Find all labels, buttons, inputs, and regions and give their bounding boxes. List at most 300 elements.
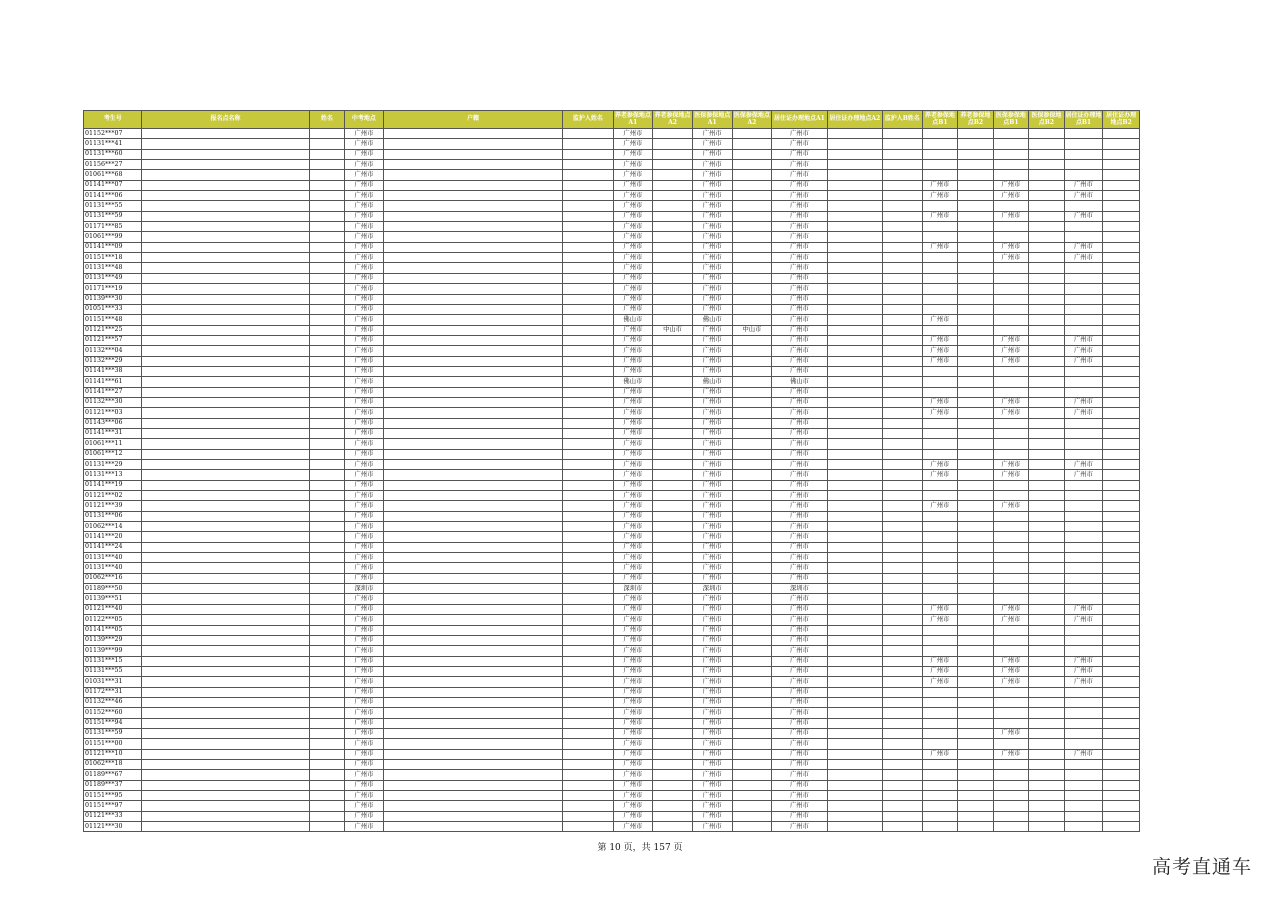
- table-cell: [142, 191, 309, 201]
- table-cell: 01061***68: [84, 170, 142, 180]
- table-cell: [922, 273, 958, 283]
- table-cell: [958, 201, 994, 211]
- table-cell: [383, 522, 563, 532]
- table-cell: [142, 749, 309, 759]
- table-cell: 广州市: [692, 635, 732, 645]
- table-cell: [563, 377, 613, 387]
- table-cell: [1103, 625, 1140, 635]
- table-cell: [922, 511, 958, 521]
- table-cell: [958, 501, 994, 511]
- table-cell: 广州市: [772, 656, 827, 666]
- table-cell: 01156***27: [84, 160, 142, 170]
- table-cell: 广州市: [345, 263, 384, 273]
- table-cell: [1029, 460, 1065, 470]
- table-cell: [309, 780, 345, 790]
- table-cell: [309, 439, 345, 449]
- table-cell: 01051***33: [84, 304, 142, 314]
- table-cell: [958, 666, 994, 676]
- table-cell: [1064, 718, 1103, 728]
- table-cell: [1064, 325, 1103, 335]
- table-cell: 广州市: [772, 687, 827, 697]
- table-cell: [1029, 656, 1065, 666]
- table-cell: [653, 201, 693, 211]
- table-cell: [922, 728, 958, 738]
- table-cell: [827, 594, 882, 604]
- table-cell: [1064, 273, 1103, 283]
- table-cell: [653, 511, 693, 521]
- table-cell: [309, 646, 345, 656]
- table-cell: [882, 191, 922, 201]
- table-cell: [1029, 366, 1065, 376]
- table-cell: 01131***60: [84, 149, 142, 159]
- table-cell: [309, 387, 345, 397]
- table-cell: [563, 470, 613, 480]
- table-cell: 广州市: [692, 501, 732, 511]
- table-cell: [383, 149, 563, 159]
- table-cell: [732, 718, 772, 728]
- table-cell: 广州市: [772, 563, 827, 573]
- table-cell: 广州市: [613, 801, 653, 811]
- table-cell: 广州市: [772, 604, 827, 614]
- table-cell: [827, 460, 882, 470]
- table-cell: [653, 553, 693, 563]
- table-row: [84, 397, 1140, 407]
- table-cell: 广州市: [772, 439, 827, 449]
- table-cell: [922, 522, 958, 532]
- table-cell: [732, 294, 772, 304]
- table-cell: [827, 346, 882, 356]
- table-cell: [827, 666, 882, 676]
- table-cell: [732, 397, 772, 407]
- table-cell: [922, 822, 958, 832]
- table-cell: 广州市: [692, 428, 732, 438]
- table-cell: [882, 687, 922, 697]
- table-cell: [922, 294, 958, 304]
- table-cell: [732, 522, 772, 532]
- table-cell: 广州市: [345, 522, 384, 532]
- table-row: [84, 718, 1140, 728]
- table-cell: [882, 594, 922, 604]
- table-cell: [1103, 759, 1140, 769]
- table-row: [84, 532, 1140, 542]
- table-row: [84, 160, 1140, 170]
- table-cell: 广州市: [345, 211, 384, 221]
- table-cell: 广州市: [1064, 615, 1103, 625]
- table-cell: [1103, 677, 1140, 687]
- table-cell: [142, 325, 309, 335]
- table-cell: [732, 604, 772, 614]
- table-cell: 广州市: [345, 428, 384, 438]
- table-cell: [142, 811, 309, 821]
- table-cell: [563, 542, 613, 552]
- table-cell: [309, 563, 345, 573]
- table-cell: 01189***37: [84, 780, 142, 790]
- table-cell: 广州市: [692, 356, 732, 366]
- table-cell: 广州市: [772, 170, 827, 180]
- table-cell: 广州市: [1064, 408, 1103, 418]
- table-cell: [142, 501, 309, 511]
- table-cell: [958, 625, 994, 635]
- table-cell: [958, 584, 994, 594]
- column-header: 医保参保地点B1: [993, 111, 1029, 129]
- table-cell: [732, 770, 772, 780]
- table-cell: 广州市: [772, 315, 827, 325]
- table-cell: 01062***18: [84, 759, 142, 769]
- table-cell: [732, 428, 772, 438]
- table-cell: 广州市: [613, 273, 653, 283]
- table-cell: [309, 460, 345, 470]
- table-cell: [383, 170, 563, 180]
- table-cell: [958, 377, 994, 387]
- table-cell: [993, 697, 1029, 707]
- table-cell: [1064, 263, 1103, 273]
- table-cell: 广州市: [993, 604, 1029, 614]
- table-row: [84, 615, 1140, 625]
- table-cell: [309, 294, 345, 304]
- table-row: [84, 656, 1140, 666]
- table-cell: [309, 346, 345, 356]
- table-cell: [1103, 615, 1140, 625]
- table-cell: [827, 201, 882, 211]
- table-cell: 广州市: [345, 822, 384, 832]
- table-cell: [1103, 139, 1140, 149]
- table-cell: [563, 335, 613, 345]
- table-cell: 01122***05: [84, 615, 142, 625]
- table-cell: [653, 584, 693, 594]
- table-cell: 广州市: [1064, 470, 1103, 480]
- table-cell: [1103, 718, 1140, 728]
- table-cell: [309, 511, 345, 521]
- table-cell: [1029, 139, 1065, 149]
- table-cell: [563, 242, 613, 252]
- table-cell: [922, 387, 958, 397]
- table-cell: 广州市: [772, 211, 827, 221]
- table-cell: [827, 770, 882, 780]
- table-cell: 广州市: [613, 811, 653, 821]
- table-cell: [653, 191, 693, 201]
- table-cell: 广州市: [772, 449, 827, 459]
- table-cell: 01132***29: [84, 356, 142, 366]
- table-cell: [922, 635, 958, 645]
- table-cell: 广州市: [692, 387, 732, 397]
- table-cell: [1029, 728, 1065, 738]
- table-cell: [732, 697, 772, 707]
- table-cell: [882, 356, 922, 366]
- table-cell: [563, 180, 613, 190]
- table-cell: [142, 242, 309, 252]
- table-cell: [563, 718, 613, 728]
- table-cell: [563, 418, 613, 428]
- table-cell: 广州市: [345, 666, 384, 676]
- table-cell: [882, 253, 922, 263]
- table-cell: [563, 687, 613, 697]
- table-cell: [563, 553, 613, 563]
- table-cell: [1029, 635, 1065, 645]
- table-cell: [993, 480, 1029, 490]
- table-cell: [1103, 501, 1140, 511]
- table-cell: [958, 718, 994, 728]
- table-cell: [1103, 491, 1140, 501]
- table-cell: 01141***19: [84, 480, 142, 490]
- table-cell: 广州市: [345, 532, 384, 542]
- table-cell: [653, 718, 693, 728]
- table-cell: 广州市: [613, 522, 653, 532]
- table-cell: [383, 811, 563, 821]
- table-row: [84, 759, 1140, 769]
- table-cell: [1029, 439, 1065, 449]
- table-cell: 01121***10: [84, 749, 142, 759]
- table-cell: [142, 625, 309, 635]
- table-cell: [732, 728, 772, 738]
- table-cell: [1103, 646, 1140, 656]
- table-cell: [383, 573, 563, 583]
- table-cell: [958, 335, 994, 345]
- table-cell: 广州市: [613, 677, 653, 687]
- table-row: [84, 573, 1140, 583]
- table-row: [84, 811, 1140, 821]
- table-cell: 广州市: [922, 470, 958, 480]
- table-cell: 广州市: [922, 242, 958, 252]
- table-cell: 01121***40: [84, 604, 142, 614]
- table-cell: 广州市: [993, 677, 1029, 687]
- table-cell: [383, 480, 563, 490]
- table-cell: [383, 284, 563, 294]
- table-cell: [827, 356, 882, 366]
- table-cell: [882, 791, 922, 801]
- table-cell: 广州市: [692, 780, 732, 790]
- table-cell: [563, 460, 613, 470]
- table-row: [84, 366, 1140, 376]
- table-cell: [1103, 697, 1140, 707]
- table-cell: 广州市: [692, 418, 732, 428]
- table-cell: [383, 791, 563, 801]
- table-cell: [958, 822, 994, 832]
- table-cell: 广州市: [345, 687, 384, 697]
- table-cell: [563, 480, 613, 490]
- table-cell: [1029, 594, 1065, 604]
- table-cell: 广州市: [1064, 180, 1103, 190]
- column-header: 医保参保地点B2: [1029, 111, 1065, 129]
- table-row: [84, 377, 1140, 387]
- table-cell: [958, 356, 994, 366]
- table-cell: [1029, 211, 1065, 221]
- table-row: [84, 263, 1140, 273]
- table-cell: [653, 646, 693, 656]
- table-row: [84, 129, 1140, 139]
- table-cell: 01141***27: [84, 387, 142, 397]
- table-cell: [653, 573, 693, 583]
- table-cell: [1103, 470, 1140, 480]
- table-cell: [309, 418, 345, 428]
- table-cell: 广州市: [613, 542, 653, 552]
- table-cell: [142, 304, 309, 314]
- table-cell: [1029, 129, 1065, 139]
- table-cell: [958, 387, 994, 397]
- table-cell: [383, 780, 563, 790]
- table-cell: [882, 418, 922, 428]
- table-cell: [1029, 470, 1065, 480]
- table-cell: 广州市: [613, 501, 653, 511]
- table-cell: [732, 356, 772, 366]
- table-cell: [309, 625, 345, 635]
- table-cell: [383, 387, 563, 397]
- table-cell: [958, 170, 994, 180]
- table-cell: [309, 739, 345, 749]
- table-cell: [958, 491, 994, 501]
- table-cell: [922, 263, 958, 273]
- table-cell: [142, 418, 309, 428]
- table-cell: 广州市: [345, 242, 384, 252]
- table-cell: [1064, 822, 1103, 832]
- table-cell: [653, 387, 693, 397]
- table-cell: 广州市: [613, 253, 653, 263]
- table-cell: [653, 801, 693, 811]
- table-row: [84, 687, 1140, 697]
- table-cell: 广州市: [692, 139, 732, 149]
- table-cell: 广州市: [692, 491, 732, 501]
- table-cell: [563, 532, 613, 542]
- table-cell: [309, 129, 345, 139]
- table-cell: 广州市: [345, 491, 384, 501]
- table-cell: [958, 242, 994, 252]
- table-cell: [1103, 294, 1140, 304]
- table-cell: [563, 304, 613, 314]
- table-cell: 广州市: [772, 397, 827, 407]
- table-cell: 广州市: [922, 191, 958, 201]
- table-cell: 01062***14: [84, 522, 142, 532]
- table-cell: [142, 149, 309, 159]
- table-row: [84, 304, 1140, 314]
- table-cell: [1103, 201, 1140, 211]
- table-cell: 广州市: [772, 542, 827, 552]
- table-cell: 广州市: [772, 139, 827, 149]
- table-cell: [827, 377, 882, 387]
- table-cell: [142, 728, 309, 738]
- table-cell: [1064, 139, 1103, 149]
- table-cell: [958, 460, 994, 470]
- table-cell: 01139***51: [84, 594, 142, 604]
- table-cell: [1029, 615, 1065, 625]
- table-cell: [732, 677, 772, 687]
- table-cell: [563, 646, 613, 656]
- table-cell: [309, 615, 345, 625]
- table-cell: [958, 728, 994, 738]
- table-cell: [563, 356, 613, 366]
- table-cell: 广州市: [772, 491, 827, 501]
- table-cell: [882, 604, 922, 614]
- table-row: [84, 791, 1140, 801]
- column-header: 监护人姓名: [563, 111, 613, 129]
- table-cell: 广州市: [345, 408, 384, 418]
- table-cell: [827, 191, 882, 201]
- table-cell: 广州市: [692, 646, 732, 656]
- table-cell: 深圳市: [772, 584, 827, 594]
- table-cell: [1029, 377, 1065, 387]
- table-cell: [1064, 387, 1103, 397]
- table-cell: 广州市: [772, 718, 827, 728]
- table-cell: [142, 232, 309, 242]
- table-cell: [142, 780, 309, 790]
- table-cell: [653, 635, 693, 645]
- table-cell: 广州市: [613, 180, 653, 190]
- table-cell: [958, 470, 994, 480]
- table-cell: 01189***67: [84, 770, 142, 780]
- table-cell: 广州市: [613, 263, 653, 273]
- table-row: [84, 625, 1140, 635]
- table-cell: [383, 759, 563, 769]
- table-cell: [827, 625, 882, 635]
- table-cell: 广州市: [345, 801, 384, 811]
- table-cell: [1029, 160, 1065, 170]
- table-cell: [732, 387, 772, 397]
- table-cell: [882, 222, 922, 232]
- table-cell: [1103, 408, 1140, 418]
- table-cell: [309, 604, 345, 614]
- table-cell: [1103, 708, 1140, 718]
- table-cell: [958, 129, 994, 139]
- table-cell: 广州市: [772, 501, 827, 511]
- table-cell: [827, 553, 882, 563]
- table-cell: [1029, 646, 1065, 656]
- table-cell: [732, 584, 772, 594]
- table-cell: 广州市: [345, 377, 384, 387]
- table-cell: [827, 511, 882, 521]
- table-cell: [309, 366, 345, 376]
- table-row: [84, 677, 1140, 687]
- table-cell: [1103, 780, 1140, 790]
- table-cell: [383, 201, 563, 211]
- table-cell: [383, 739, 563, 749]
- table-cell: [383, 129, 563, 139]
- table-cell: 广州市: [613, 604, 653, 614]
- table-cell: [882, 770, 922, 780]
- table-cell: [1103, 170, 1140, 180]
- table-cell: [882, 542, 922, 552]
- table-cell: [563, 149, 613, 159]
- table-cell: [1029, 284, 1065, 294]
- table-cell: 广州市: [613, 697, 653, 707]
- table-cell: [827, 822, 882, 832]
- table-row: [84, 501, 1140, 511]
- table-cell: 广州市: [772, 553, 827, 563]
- table-cell: 广州市: [772, 697, 827, 707]
- table-cell: [958, 780, 994, 790]
- table-cell: [993, 563, 1029, 573]
- table-cell: [383, 718, 563, 728]
- table-cell: [1103, 542, 1140, 552]
- table-cell: 广州市: [993, 253, 1029, 263]
- table-cell: [922, 139, 958, 149]
- table-cell: [1029, 708, 1065, 718]
- table-cell: [1064, 418, 1103, 428]
- table-cell: [142, 294, 309, 304]
- table-cell: [142, 129, 309, 139]
- table-row: [84, 780, 1140, 790]
- table-cell: [383, 491, 563, 501]
- table-cell: [1029, 428, 1065, 438]
- column-header: 姓名: [309, 111, 345, 129]
- table-cell: [1029, 687, 1065, 697]
- table-cell: [653, 418, 693, 428]
- table-cell: [882, 780, 922, 790]
- table-cell: [993, 222, 1029, 232]
- table-cell: [1029, 666, 1065, 676]
- table-cell: [142, 170, 309, 180]
- table-row: [84, 460, 1140, 470]
- table-cell: [1103, 335, 1140, 345]
- table-cell: [882, 739, 922, 749]
- table-cell: 广州市: [772, 615, 827, 625]
